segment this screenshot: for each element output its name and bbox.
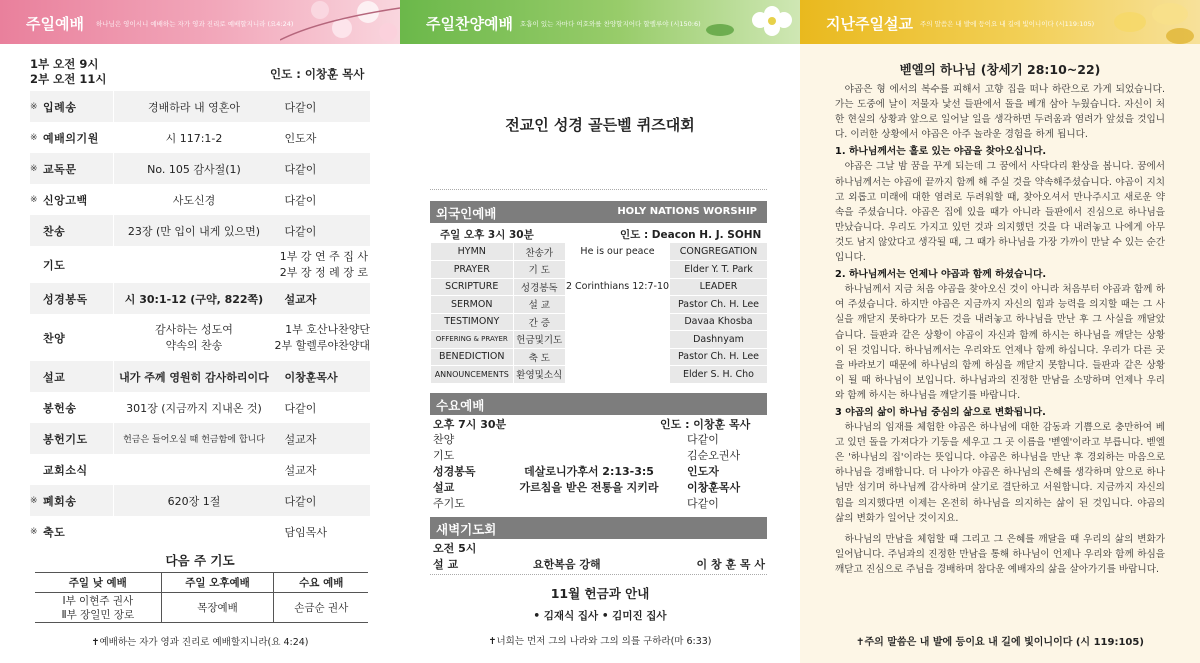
wed-person: 김순오권사 bbox=[687, 449, 741, 462]
foreign-content bbox=[565, 261, 670, 279]
wednesday-row bbox=[433, 431, 767, 447]
banner-title: 지난주일설교 bbox=[826, 15, 913, 33]
wednesday-row bbox=[433, 463, 767, 479]
banner-subtitle: 주의 말씀은 내 발에 등이요 내 길에 빛이니이다 (시119:105) bbox=[920, 20, 1095, 28]
foreign-person: LEADER bbox=[670, 278, 767, 296]
order-item: 기도 bbox=[43, 246, 113, 283]
sermon-point-1: 1. 하나님께서는 홀로 있는 야곱을 찾아오십니다. bbox=[835, 146, 1047, 158]
foreign-item-ko: 축 도 bbox=[513, 348, 565, 366]
foreign-worship-header bbox=[430, 201, 767, 223]
anthem-choir-2: 2부 할렐루야찬양대 bbox=[274, 338, 370, 352]
foreign-row bbox=[431, 313, 767, 331]
order-row-benediction bbox=[30, 516, 370, 547]
sermon-title: 벧엘의 하나님 (창세기 28:10~22) bbox=[899, 62, 1101, 77]
prayer-person: Ⅰ부 이현주 권사 bbox=[62, 594, 134, 607]
order-content: 23장 (만 입이 내게 있으면) bbox=[113, 215, 274, 246]
order-content: No. 105 감사절(1) bbox=[113, 153, 274, 184]
order-person: 담임목사 bbox=[284, 525, 327, 539]
order-item: 봉헌기도 bbox=[43, 423, 113, 454]
foreign-row bbox=[431, 278, 767, 296]
order-row-responsive-reading bbox=[30, 153, 370, 184]
foreign-content: 2 Corinthians 12:7-10 bbox=[565, 278, 670, 296]
wed-person: 다같이 bbox=[687, 497, 719, 510]
wed-item: 설교 bbox=[433, 481, 455, 494]
order-content: 301장 (지금까지 지내온 것) bbox=[126, 401, 262, 415]
order-person: 설교자 bbox=[274, 423, 370, 454]
sermon-paragraph-2: 하나님께서 지금 처음 야곱을 찾아오신 것이 아니라 처음부터 야곱과 함께 하여 주셨습니다. 하지만 야곱은 지금까지 자신의 힘과 능력을 의지할 때는 그 사실을 깨닫지 못하다가 모든 것을 내려놓고 하나님을 만난 후 그 사실을 깨달았습니다. 들판과 같은 상황이 야곱이 자신과 함께 하시는 하나님을 깨닫는 상황이 된 것입니다. 하나님께서는 우리와도 언제나 함께 하십니다. 우리가 다른 곳을 바라보기 때문에 하나님의 함께 하심을 깨닫지 못합니다. 들판과 같은 상황이 될 때 하나님이 보입니다. 하나님과의 진정한 만남을 소망하며 언제나 우리와 함께 하시는 하나님을 깨닫기를 바랍니다. bbox=[835, 284, 1165, 401]
wed-content: 데살로니가후서 2:13-3:5 bbox=[524, 465, 654, 478]
service-time-2: 2부 오전 11시 bbox=[30, 72, 107, 86]
prayer-person-1: 1부 강 연 주 집 사 bbox=[279, 249, 368, 263]
order-person: 다같이 bbox=[274, 215, 370, 246]
wed-person: 다같이 bbox=[687, 433, 719, 446]
cherry-blossom-decoration bbox=[280, 0, 400, 44]
foreign-item-en: SERMON bbox=[431, 296, 513, 314]
standing-mark: ※ bbox=[30, 485, 43, 516]
wednesday-worship-header bbox=[430, 393, 767, 415]
foreign-item-en: PRAYER bbox=[431, 261, 513, 279]
standing-mark: ※ bbox=[30, 91, 43, 122]
order-content bbox=[113, 454, 274, 485]
banner-last-sermon bbox=[800, 0, 1200, 44]
banner-title: 주일찬양예배 bbox=[426, 15, 513, 33]
dawn-item: 설 교 bbox=[433, 558, 459, 571]
foreign-content bbox=[565, 296, 670, 314]
sermon-point-3: 3 야곱의 삶이 하나님 중심의 삶으로 변화됩니다. bbox=[835, 406, 1046, 418]
worship-order-table bbox=[30, 91, 370, 547]
sermon-body bbox=[835, 82, 1165, 577]
foreign-row bbox=[431, 331, 767, 349]
sunday-day-prayer bbox=[35, 593, 161, 623]
sunday-afternoon-prayer: 목장예배 bbox=[161, 593, 274, 623]
order-row-invocation bbox=[30, 122, 370, 153]
order-row-hymn bbox=[30, 215, 370, 246]
dawn-prayer-time: 오전 5시 bbox=[433, 542, 477, 555]
foreign-person: CONGREGATION bbox=[670, 243, 767, 261]
order-person: 다같이 bbox=[284, 401, 317, 415]
dawn-content: 요한복음 강해 bbox=[533, 558, 601, 571]
anthem-song-1: 감사하는 성도여 bbox=[155, 322, 233, 336]
foreign-worship-time: 주일 오후 3시 30분 bbox=[440, 229, 534, 241]
order-content: 경배하라 내 영혼아 bbox=[113, 91, 274, 122]
order-item: 예배의기원 bbox=[43, 122, 113, 153]
wednesday-leader: 인도 : 이창훈 목사 bbox=[660, 418, 751, 431]
last-sermon-panel bbox=[800, 0, 1200, 663]
foreign-item-en: TESTIMONY bbox=[431, 313, 513, 331]
order-item: 설교 bbox=[43, 361, 113, 392]
foreign-row bbox=[431, 296, 767, 314]
anthem-choirs bbox=[274, 314, 370, 361]
wednesday-prayer: 손금순 권사 bbox=[274, 593, 368, 623]
order-person: 다같이 bbox=[274, 153, 370, 184]
sermon-conclusion: 하나님의 만남을 체험할 때 그리고 그 은혜를 깨달을 때 우리의 삶의 변화가 일어납니다. 주님과의 진정한 만남을 통해 하나님이 언제나 우리와 함께 하심을 깨닫고 진심으로 주님을 경배하며 참다운 예배자의 삶을 살아가기를 바랍니다. bbox=[835, 533, 1165, 575]
banner-sunday-worship bbox=[0, 0, 400, 44]
prayer-person-2: 2부 장 정 례 장 로 bbox=[279, 265, 368, 279]
anthem-songs bbox=[113, 314, 274, 361]
service-leader: 인도 : 이창훈 목사 bbox=[270, 67, 365, 81]
order-row-announcements bbox=[30, 454, 370, 485]
order-item: 찬송 bbox=[43, 215, 113, 246]
footer-verse: ✝너희는 먼저 그의 나라와 그의 의를 구하라(마 6:33) bbox=[488, 636, 712, 647]
order-item: 폐회송 bbox=[43, 485, 113, 516]
order-person: 다같이 bbox=[274, 91, 370, 122]
footer-verse: ✝주의 말씀은 내 발에 등이요 내 길에 빛이니이다 (시 119:105) bbox=[856, 637, 1144, 648]
foreign-person: Davaa Khosba bbox=[670, 313, 767, 331]
standing-mark: ※ bbox=[30, 194, 38, 205]
order-item: 성경봉독 bbox=[43, 283, 113, 314]
order-content: 시 117:1-2 bbox=[165, 131, 223, 145]
prayer-header: 주일 낮 예배 bbox=[35, 573, 161, 593]
foreign-content bbox=[565, 331, 670, 349]
order-row-offertory bbox=[30, 392, 370, 423]
order-content: 사도신경 bbox=[172, 193, 216, 207]
sermon-point-2: 2. 하나님께서는 언제나 야곱과 함께 하셨습니다. bbox=[835, 269, 1047, 281]
prayer-header: 주일 오후예배 bbox=[161, 573, 274, 593]
quiz-event-title: 전교인 성경 골든벨 퀴즈대회 bbox=[505, 116, 695, 134]
prayer-person: Ⅱ부 장일민 장로 bbox=[61, 608, 135, 621]
footer-verse: ✝예배하는 자가 영과 진리로 예배할지니라(요 4:24) bbox=[91, 637, 309, 648]
order-content: 620장 1절 bbox=[113, 485, 274, 516]
autumn-leaf-decoration bbox=[1080, 0, 1200, 44]
sermon-paragraph-3: 하나님의 임재를 체험한 야곱은 하나님에 대한 감동과 기쁨으로 충만하여 베고 있던 돌을 가져다가 기둥을 세우고 그 곳 이름을 '벧엘'이라고 부릅니다. 벧엘은 '하나님의 집'이라는 뜻입니다. 야곱은 하나님을 만난 후 경외하는 마음으로 하나님을 경배합니다. 더 나아가 야곱은 하나님의 은혜를 생각하며 앞으로 하나님만 섬기며 하나님께 감사하며 살기로 결단하고 서원합니다. 지금까지 자신의 힘을 의지했다면 이제는 온전히 하나님을 의지하는 삶이 된 것입니다. 야곱의 삶의 변화가 일어난 것이지요. bbox=[835, 422, 1165, 524]
dotted-divider bbox=[430, 189, 767, 190]
order-person: 다같이 bbox=[284, 193, 317, 207]
order-row-opening-hymn bbox=[30, 91, 370, 122]
foreign-content bbox=[565, 366, 670, 384]
foreign-row bbox=[431, 366, 767, 384]
foreign-item-ko: 간 증 bbox=[513, 313, 565, 331]
wed-item: 성경봉독 bbox=[433, 465, 476, 478]
wednesday-time: 오후 7시 30분 bbox=[433, 418, 507, 431]
order-item: 신앙고백 bbox=[43, 184, 113, 215]
banner-praise-worship bbox=[400, 0, 800, 44]
foreign-row bbox=[431, 243, 767, 261]
foreign-item-en: SCRIPTURE bbox=[431, 278, 513, 296]
order-item: 입례송 bbox=[43, 91, 113, 122]
foreign-item-ko: 성경봉독 bbox=[513, 278, 565, 296]
sermon-intro: 야곱은 형 에서의 복수를 피해서 고향 집을 떠나 하란으로 가게 되었습니다. 가는 도중에 날이 저물자 낯선 들판에서 돌을 베개 삼아 누웠습니다. 자신이 처한 현실의 상황과 앞으로 일어날 일을 생각하면 두려움과 염려가 앞섰을 것입니다. 이러한 상황에서 야곱은 아주 놀라운 경험을 하게 됩니다. bbox=[835, 84, 1165, 141]
order-row-offering-prayer bbox=[30, 423, 370, 454]
wed-item: 찬양 bbox=[433, 433, 455, 446]
order-item: 교독문 bbox=[43, 153, 113, 184]
banner-subtitle: 하나님은 영이시니 예배하는 자가 영과 진리로 예배할지니라 (요4:24) bbox=[96, 20, 294, 28]
order-row-scripture bbox=[30, 283, 370, 314]
order-row-creed bbox=[30, 184, 370, 215]
order-row-closing-hymn bbox=[30, 485, 370, 516]
standing-mark: ※ bbox=[30, 153, 43, 184]
wednesday-worship-title: 수요예배 bbox=[436, 398, 485, 413]
foreign-item-ko: 환영및소식 bbox=[513, 366, 565, 384]
offering-names: • 김재식 집사 • 김미진 집사 bbox=[533, 610, 667, 622]
next-week-prayer-title: 다음 주 기도 bbox=[165, 553, 235, 568]
prayer-header: 수요 예배 bbox=[274, 573, 368, 593]
dotted-divider bbox=[430, 574, 767, 575]
foreign-person: Pastor Ch. H. Lee bbox=[670, 296, 767, 314]
wednesday-order-table bbox=[433, 431, 767, 511]
dawn-prayer-title: 새벽기도회 bbox=[436, 522, 497, 537]
foreign-content bbox=[565, 348, 670, 366]
foreign-row bbox=[431, 348, 767, 366]
foreign-item-en: ANNOUNCEMENTS bbox=[431, 366, 513, 384]
foreign-content bbox=[565, 313, 670, 331]
offering-title: 11월 헌금과 안내 bbox=[550, 586, 650, 601]
order-row-prayer bbox=[30, 246, 370, 283]
wed-content bbox=[491, 431, 687, 447]
order-content: 내가 주께 영원히 감사하리이다 bbox=[113, 361, 274, 392]
order-person: 설교자 bbox=[274, 283, 370, 314]
foreign-item-en: OFFERING & PRAYER bbox=[431, 331, 513, 349]
order-prayer-persons bbox=[113, 246, 370, 283]
wednesday-row bbox=[433, 495, 767, 511]
sunday-worship-panel bbox=[0, 0, 400, 663]
order-row-sermon bbox=[30, 361, 370, 392]
order-person: 인도자 bbox=[284, 131, 317, 145]
wednesday-row bbox=[433, 479, 767, 495]
foreign-item-ko: 찬송가 bbox=[513, 243, 565, 261]
foreign-person: Elder S. H. Cho bbox=[670, 366, 767, 384]
service-time-1: 1부 오전 9시 bbox=[30, 57, 99, 71]
wed-content bbox=[491, 495, 687, 511]
order-item: 축도 bbox=[43, 516, 113, 547]
standing-mark: ※ bbox=[30, 132, 38, 143]
dawn-person: 이 창 훈 목 사 bbox=[696, 558, 765, 571]
foreign-worship-title: 외국인예배 bbox=[436, 206, 497, 221]
banner-title: 주일예배 bbox=[26, 15, 84, 33]
wed-content: 가르침을 받은 전통을 지키라 bbox=[519, 481, 659, 494]
order-content bbox=[113, 516, 274, 547]
foreign-item-ko: 헌금및기도 bbox=[513, 331, 565, 349]
foreign-content: He is our peace bbox=[565, 243, 670, 261]
sermon-paragraph-1: 야곱은 그날 밤 꿈을 꾸게 되는데 그 꿈에서 사닥다리 환상을 봅니다. 꿈에서 하나님께서는 야곱에 끝까지 함께 해 주실 것을 약속해주셨습니다. 야곱이 지치고 외롭고 미래에 대한 염려로 두려워할 때, 찾아오셔서 만나주시고 새로운 약속을 주셨습니다. 야곱은 집에 있을 때가 아니라 들판에서 진심으로 하나님을 만났습니다. 우리도 가지고 있던 것과 의지했던 것을 다 내려놓고 나에게 아무것도 남지 않았다고 생각될 때, 그 때가 하나님을 가장 가까이 만날 수 있는 순간입니다. bbox=[835, 161, 1165, 264]
order-person: 이창훈목사 bbox=[274, 361, 370, 392]
next-week-prayer-table bbox=[35, 572, 368, 623]
foreign-person: Pastor Ch. H. Lee bbox=[670, 348, 767, 366]
foreign-person: Dashnyam bbox=[670, 331, 767, 349]
foreign-item-en: BENEDICTION bbox=[431, 348, 513, 366]
wed-item: 기도 bbox=[433, 449, 455, 462]
anthem-song-2: 약속의 찬송 bbox=[165, 338, 223, 352]
order-person: 다같이 bbox=[274, 485, 370, 516]
order-person: 설교자 bbox=[284, 463, 317, 477]
order-content: 시 30:1-12 (구약, 822쪽) bbox=[113, 283, 274, 314]
banner-subtitle: 호흡이 있는 자마다 여호와를 찬양할지어다 할렐루야 (시150:6) bbox=[520, 20, 701, 28]
order-item: 봉헌송 bbox=[43, 392, 113, 423]
foreign-worship-table bbox=[431, 243, 767, 384]
wednesday-row bbox=[433, 447, 767, 463]
foreign-person: Elder Y. T. Park bbox=[670, 261, 767, 279]
standing-mark: ※ bbox=[30, 526, 38, 537]
order-item: 찬양 bbox=[43, 314, 113, 361]
service-times bbox=[30, 57, 106, 87]
anthem-choir-1: 1부 호산나찬양단 bbox=[285, 322, 370, 336]
dawn-prayer-header bbox=[430, 517, 767, 539]
foreign-row bbox=[431, 261, 767, 279]
order-row-anthem bbox=[30, 314, 370, 361]
order-content: 헌금은 들어오실 때 헌금함에 합니다 bbox=[113, 423, 274, 454]
wed-person: 이창훈목사 bbox=[687, 481, 741, 494]
wed-content bbox=[491, 447, 687, 463]
wed-item: 주기도 bbox=[433, 497, 465, 510]
order-item: 교회소식 bbox=[43, 454, 113, 485]
wed-person: 인도자 bbox=[687, 465, 719, 478]
foreign-worship-subtitle: HOLY NATIONS WORSHIP bbox=[617, 206, 757, 217]
foreign-worship-leader: 인도 : Deacon H. J. SOHN bbox=[620, 229, 762, 241]
foreign-item-en: HYMN bbox=[431, 243, 513, 261]
foreign-item-ko: 기 도 bbox=[513, 261, 565, 279]
foreign-item-ko: 설 교 bbox=[513, 296, 565, 314]
